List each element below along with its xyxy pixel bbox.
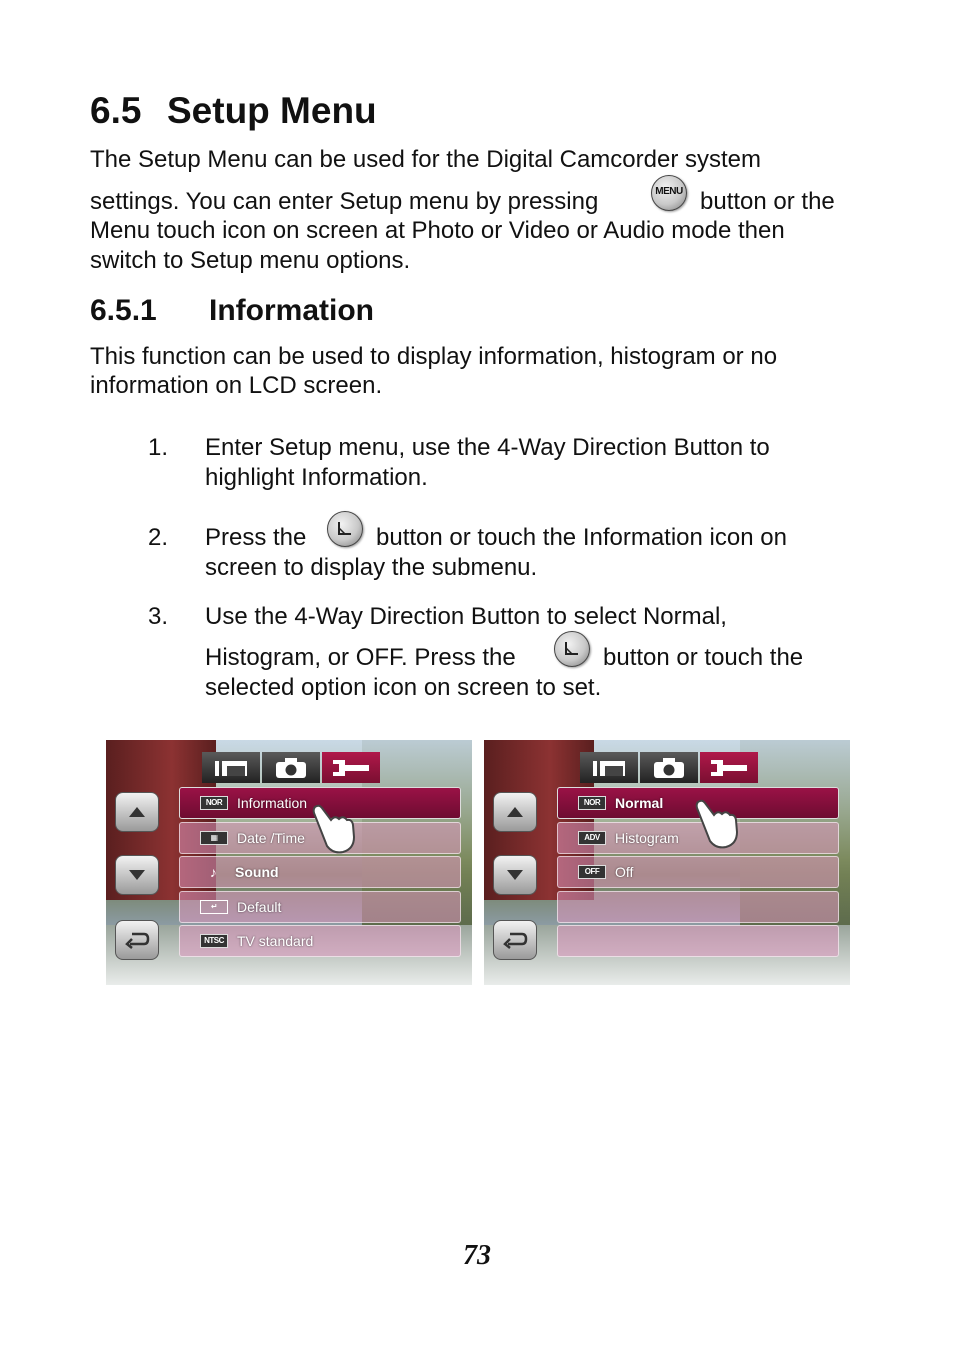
up-button[interactable] bbox=[493, 792, 537, 832]
camcorder-screen-setup-menu bbox=[106, 740, 472, 985]
down-button[interactable] bbox=[115, 855, 159, 895]
mode-tabs bbox=[580, 752, 760, 783]
tab-camera[interactable] bbox=[640, 752, 698, 783]
tab-camera[interactable] bbox=[262, 752, 320, 783]
step-3-line-3: selected option icon on screen to set. bbox=[205, 674, 602, 701]
hand-pointer-icon bbox=[311, 803, 357, 855]
list-item[interactable]: NOR Normal bbox=[557, 787, 839, 819]
step-2-line-1a: Press the bbox=[205, 524, 307, 551]
histogram-mode-icon: ADV bbox=[578, 831, 606, 845]
list-item bbox=[557, 891, 839, 923]
arrow-down-icon bbox=[505, 868, 525, 882]
arrow-up-icon bbox=[127, 805, 147, 819]
sub-intro-line-2: information on LCD screen. bbox=[90, 372, 383, 399]
ok-button-icon bbox=[554, 631, 590, 667]
info-mode-icon: NOR bbox=[200, 796, 228, 810]
step-2-line-1b: button or touch the Information icon on bbox=[376, 524, 787, 551]
tab-playback[interactable] bbox=[202, 752, 260, 783]
step-1-number: 1. bbox=[148, 434, 169, 461]
step-3-line-2a: Histogram, or OFF. Press the bbox=[205, 644, 516, 671]
intro-line-4: switch to Setup menu options. bbox=[90, 247, 411, 274]
return-icon bbox=[502, 931, 528, 949]
menu-button-icon bbox=[651, 175, 687, 211]
down-button[interactable] bbox=[493, 855, 537, 895]
tab-setup[interactable] bbox=[322, 752, 380, 783]
section-heading bbox=[90, 90, 377, 132]
tv-standard-icon: NTSC bbox=[200, 934, 228, 948]
wrench-icon bbox=[331, 757, 371, 779]
up-button[interactable] bbox=[115, 792, 159, 832]
calendar-icon: ▦ bbox=[200, 831, 228, 845]
back-button[interactable] bbox=[115, 920, 159, 960]
step-1-line-1: Enter Setup menu, use the 4-Way Direction Button to bbox=[205, 434, 770, 461]
mode-tabs bbox=[202, 752, 382, 783]
intro-line-2b: button or the bbox=[700, 188, 835, 215]
ok-button-icon bbox=[327, 511, 363, 547]
menu-button-label: MENU bbox=[655, 186, 683, 197]
section-number: 6.5 bbox=[90, 90, 142, 131]
list-item[interactable]: ♪ Sound bbox=[179, 856, 461, 888]
list-item[interactable]: OFF Off bbox=[557, 856, 839, 888]
wrench-icon bbox=[709, 757, 749, 779]
camera-icon bbox=[274, 757, 308, 779]
intro-line-3: Menu touch icon on screen at Photo or Video or Audio mode then bbox=[90, 217, 785, 244]
list-item[interactable]: ADV Histogram bbox=[557, 822, 839, 854]
list-item bbox=[557, 925, 839, 957]
playback-icon bbox=[213, 758, 249, 778]
music-note-icon: ♪ bbox=[209, 864, 217, 880]
off-mode-icon: OFF bbox=[578, 865, 606, 879]
list-item[interactable]: NOR Information bbox=[179, 787, 461, 819]
normal-mode-icon: NOR bbox=[578, 796, 606, 810]
arrow-down-icon bbox=[127, 868, 147, 882]
list-item[interactable]: NTSC TV standard bbox=[179, 925, 461, 957]
step-3-number: 3. bbox=[148, 603, 169, 630]
list-item[interactable]: ▦ Date /Time bbox=[179, 822, 461, 854]
subsection-heading bbox=[90, 294, 374, 328]
arrow-up-icon bbox=[505, 805, 525, 819]
page-number: 73 bbox=[463, 1240, 491, 1271]
step-2-line-2: screen to display the submenu. bbox=[205, 554, 538, 581]
step-3-line-2b: button or touch the bbox=[603, 644, 804, 671]
return-icon bbox=[124, 931, 150, 949]
step-3-line-1: Use the 4-Way Direction Button to select Normal, bbox=[205, 603, 727, 630]
list-item[interactable]: ↵ Default bbox=[179, 891, 461, 923]
subsection-number: 6.5.1 bbox=[90, 294, 157, 327]
playback-icon bbox=[591, 758, 627, 778]
step-1-line-2: highlight Information. bbox=[205, 464, 428, 491]
back-button[interactable] bbox=[493, 920, 537, 960]
sub-intro-line-1: This function can be used to display information, histogram or no bbox=[90, 343, 778, 370]
camcorder-screen-information-submenu bbox=[484, 740, 850, 985]
camera-icon bbox=[652, 757, 686, 779]
reset-icon: ↵ bbox=[200, 900, 228, 914]
intro-line-1: The Setup Menu can be used for the Digital Camcorder system bbox=[90, 146, 761, 173]
tab-playback[interactable] bbox=[580, 752, 638, 783]
subsection-title: Information bbox=[209, 294, 374, 327]
section-title: Setup Menu bbox=[167, 90, 377, 131]
hand-pointer-icon bbox=[694, 798, 740, 850]
step-2-number: 2. bbox=[148, 524, 169, 551]
tab-setup[interactable] bbox=[700, 752, 758, 783]
intro-line-2a: settings. You can enter Setup menu by pressing bbox=[90, 188, 599, 215]
